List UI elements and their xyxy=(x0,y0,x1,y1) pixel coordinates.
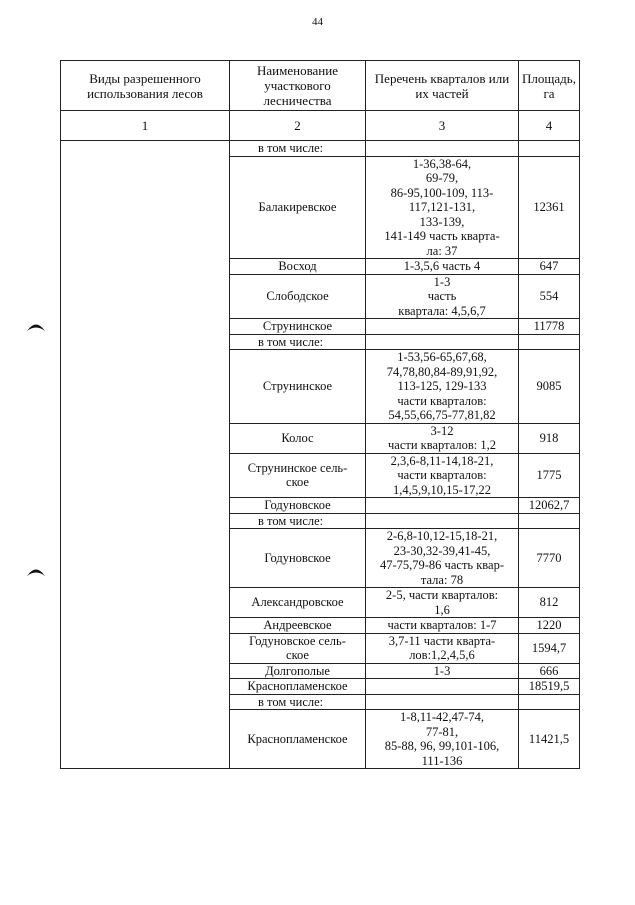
forestry-name-cell: Балакиревское xyxy=(230,156,366,259)
hole-punch-mark-icon xyxy=(26,320,46,332)
forestry-name-cell: Андреевское xyxy=(230,618,366,634)
forestry-name-cell: Струнинское xyxy=(230,350,366,424)
quarters-cell: 2-6,8-10,12-15,18-21, 23-30,32-39,41-45, 47-75,79-86 часть квар- тала: 78 xyxy=(366,529,519,588)
subheading-cell: в том числе: xyxy=(230,141,366,157)
column-number: 4 xyxy=(519,111,580,141)
hole-punch-mark-icon xyxy=(26,565,46,577)
forestry-name-cell: Струнинское xyxy=(230,319,366,335)
quarters-cell xyxy=(366,334,519,350)
quarters-cell: 2,3,6-8,11-14,18-21, части кварталов: 1,4,5,9,10,15-17,22 xyxy=(366,453,519,498)
area-cell: 1594,7 xyxy=(519,633,580,663)
quarters-cell: 1-3,5,6 часть 4 xyxy=(366,259,519,275)
header-quarters: Перечень кварталов или их частей xyxy=(366,61,519,111)
forestry-name-cell: Слободское xyxy=(230,274,366,319)
quarters-cell xyxy=(366,513,519,529)
forestry-name-cell: Струнинское сель- ское xyxy=(230,453,366,498)
subheading-cell: в том числе: xyxy=(230,513,366,529)
quarters-cell xyxy=(366,694,519,710)
column-number-row xyxy=(61,111,580,141)
forestry-name-cell: Годуновское xyxy=(230,498,366,514)
area-cell: 7770 xyxy=(519,529,580,588)
table-row xyxy=(61,141,580,157)
area-cell xyxy=(519,513,580,529)
area-cell: 647 xyxy=(519,259,580,275)
header-use-type: Виды разрешенного использования лесов xyxy=(61,61,230,111)
area-cell: 9085 xyxy=(519,350,580,424)
forestry-name-cell: Восход xyxy=(230,259,366,275)
forestry-name-cell: Краснопламенское xyxy=(230,710,366,769)
quarters-cell: 2-5, части кварталов: 1,6 xyxy=(366,588,519,618)
forestry-name-cell: Долгополые xyxy=(230,663,366,679)
area-cell: 666 xyxy=(519,663,580,679)
quarters-cell: 1-36,38-64, 69-79, 86-95,100-109, 113- 117,121-131, 133-139, 141-149 часть кварта- ла: 37 xyxy=(366,156,519,259)
area-cell xyxy=(519,334,580,350)
table-body xyxy=(61,141,580,769)
area-cell xyxy=(519,694,580,710)
quarters-cell xyxy=(366,498,519,514)
quarters-cell: части кварталов: 1-7 xyxy=(366,618,519,634)
subheading-cell: в том числе: xyxy=(230,334,366,350)
forest-use-table xyxy=(60,60,580,769)
quarters-cell xyxy=(366,319,519,335)
quarters-cell xyxy=(366,141,519,157)
area-cell xyxy=(519,141,580,157)
area-cell: 554 xyxy=(519,274,580,319)
quarters-cell xyxy=(366,679,519,695)
quarters-cell: 1-3 часть квартала: 4,5,6,7 xyxy=(366,274,519,319)
subheading-cell: в том числе: xyxy=(230,694,366,710)
header-row xyxy=(61,61,580,111)
forestry-name-cell: Колос xyxy=(230,423,366,453)
area-cell: 918 xyxy=(519,423,580,453)
page-number: 44 xyxy=(312,16,323,28)
column-number: 1 xyxy=(61,111,230,141)
area-cell: 812 xyxy=(519,588,580,618)
quarters-cell: 3,7-11 части кварта- лов:1,2,4,5,6 xyxy=(366,633,519,663)
column-number: 2 xyxy=(230,111,366,141)
forestry-name-cell: Краснопламенское xyxy=(230,679,366,695)
quarters-cell: 3-12 части кварталов: 1,2 xyxy=(366,423,519,453)
header-area: Площадь, га xyxy=(519,61,580,111)
area-cell: 18519,5 xyxy=(519,679,580,695)
area-cell: 11421,5 xyxy=(519,710,580,769)
quarters-cell: 1-53,56-65,67,68, 74,78,80,84-89,91,92, 113-125, 129-133 части кварталов: 54,55,66,75-77,81,82 xyxy=(366,350,519,424)
use-type-cell xyxy=(61,141,230,769)
area-cell: 1775 xyxy=(519,453,580,498)
quarters-cell: 1-3 xyxy=(366,663,519,679)
forestry-name-cell: Годуновское сель- ское xyxy=(230,633,366,663)
quarters-cell: 1-8,11-42,47-74, 77-81, 85-88, 96, 99,101-106, 111-136 xyxy=(366,710,519,769)
column-number: 3 xyxy=(366,111,519,141)
area-cell: 11778 xyxy=(519,319,580,335)
area-cell: 12062,7 xyxy=(519,498,580,514)
area-cell: 1220 xyxy=(519,618,580,634)
forestry-name-cell: Александровское xyxy=(230,588,366,618)
forestry-name-cell: Годуновское xyxy=(230,529,366,588)
header-forestry-name: Наименование участкового лесничества xyxy=(230,61,366,111)
area-cell: 12361 xyxy=(519,156,580,259)
